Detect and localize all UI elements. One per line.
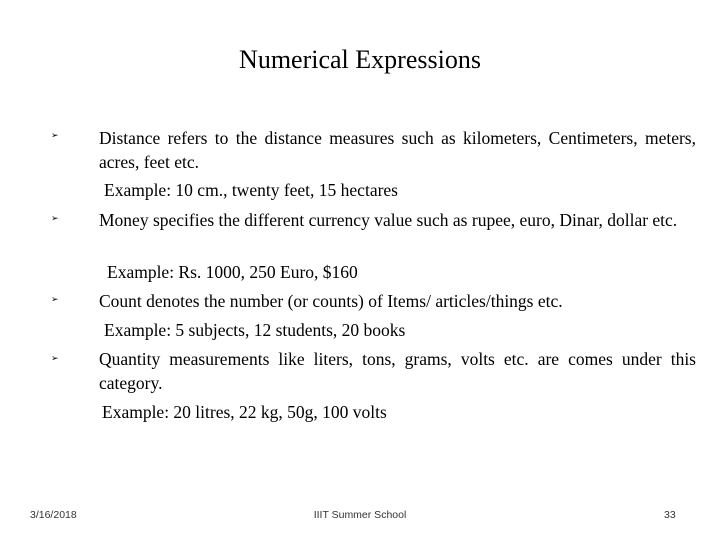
- example-quantity: Example: 20 litres, 22 kg, 50g, 100 volts: [102, 402, 387, 422]
- bullet-item-count: Count denotes the number (or counts) of Items/ articles/things etc.: [99, 291, 563, 311]
- arrowhead-bullet-icon: ➢: [51, 130, 59, 140]
- arrowhead-bullet-icon: ➢: [51, 353, 59, 363]
- arrowhead-bullet-icon: ➢: [51, 213, 59, 223]
- footer-date: 3/16/2018: [30, 509, 77, 521]
- footer-school: IIIT Summer School: [313, 509, 407, 521]
- example-money: Example: Rs. 1000, 250 Euro, $160: [107, 262, 358, 282]
- bullet-item-distance: Distance refers to the distance measures such as kilometers, Centimeters, meters, acres, feet etc.: [99, 128, 696, 172]
- bullet-item-money: Money specifies the different currency value such as rupee, euro, Dinar, dollar etc.: [99, 210, 678, 230]
- arrowhead-bullet-icon: ➢: [51, 294, 59, 304]
- example-distance: Example: 10 cm., twenty feet, 15 hectares: [104, 180, 398, 200]
- slide-title: Numerical Expressions: [239, 45, 481, 74]
- bullet-item-quantity: Quantity measurements like liters, tons, grams, volts etc. are comes under this category.: [99, 349, 696, 393]
- example-count: Example: 5 subjects, 12 students, 20 books: [104, 320, 406, 340]
- footer-page-number: 33: [664, 509, 676, 521]
